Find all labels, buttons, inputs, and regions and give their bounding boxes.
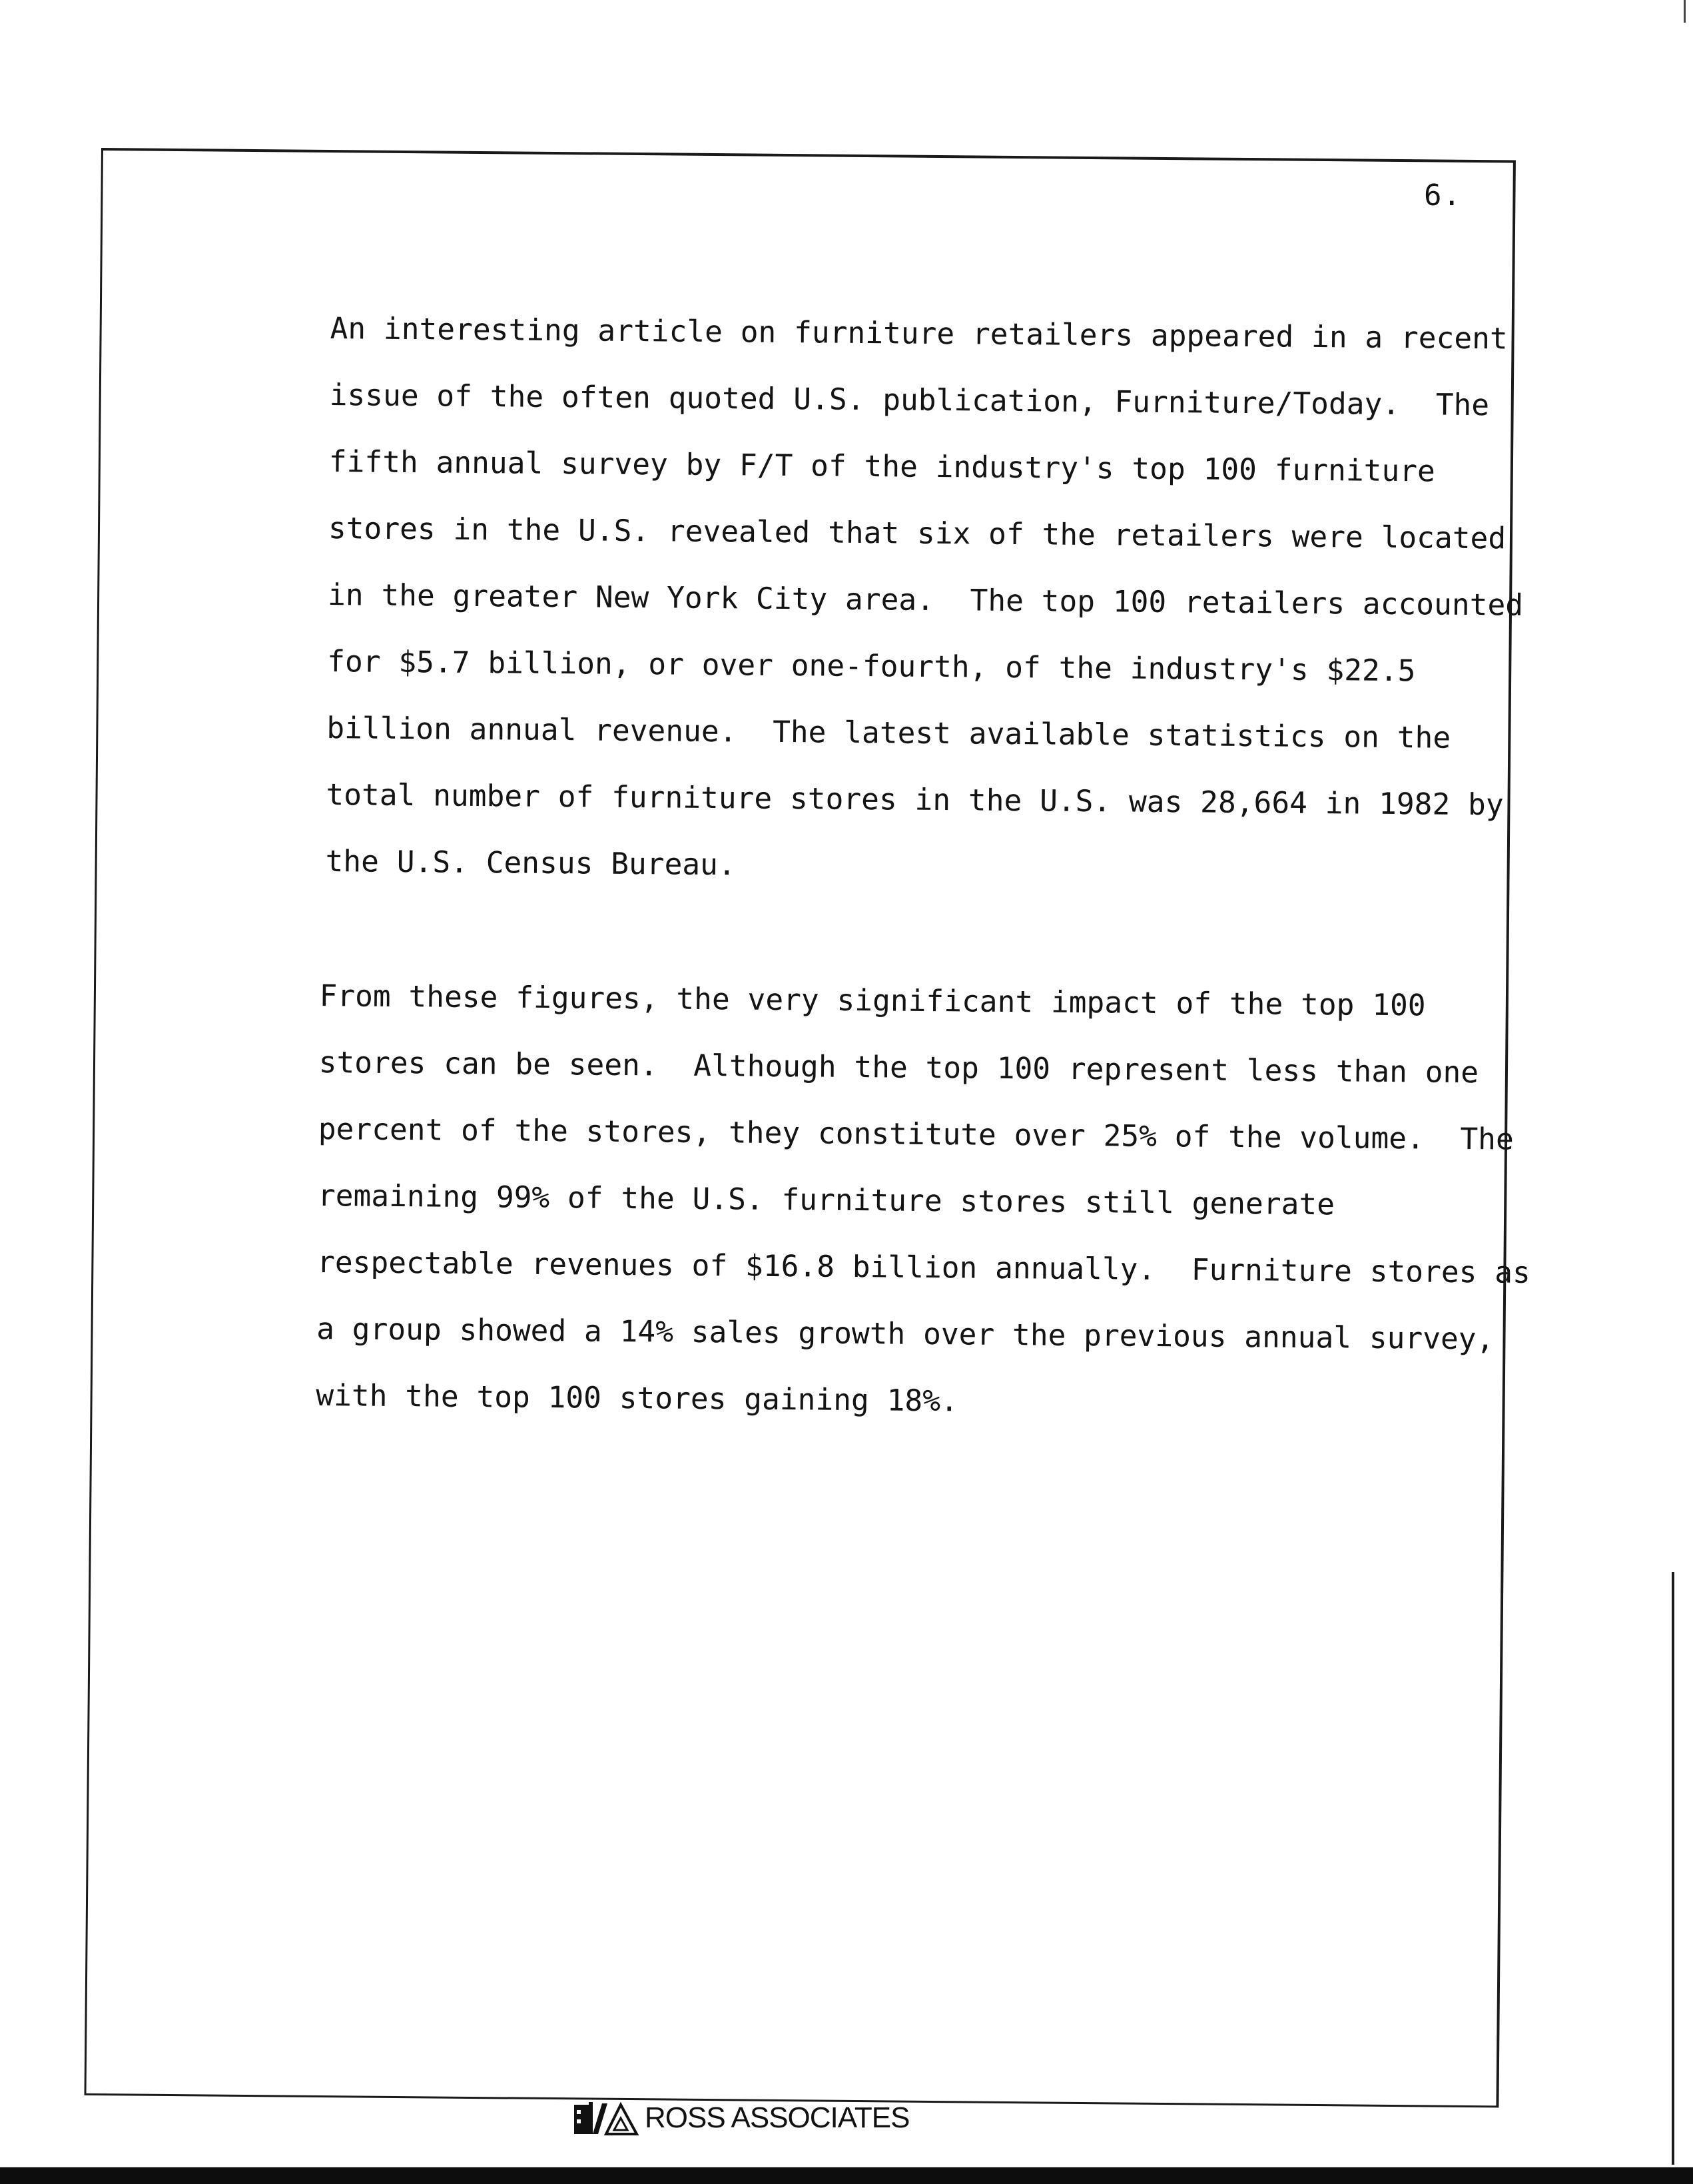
- text-line: billion annual revenue. The latest available statistics on the: [326, 711, 1451, 755]
- text-line: in the greater New York City area. The top 100 retailers accounted: [327, 577, 1524, 623]
- ross-associates-logo-icon: [573, 2101, 639, 2135]
- text-line: stores can be seen. Although the top 100 represent less than one: [318, 1045, 1479, 1090]
- text-line: issue of the often quoted U.S. publication, Furniture/Today. The: [329, 378, 1490, 423]
- text-line: stores in the U.S. revealed that six of the retailers were located: [328, 511, 1507, 556]
- text-line: An interesting article on furniture retailers appeared in a recent: [330, 311, 1508, 356]
- text-line: respectable revenues of $16.8 billion annually. Furniture stores as: [316, 1245, 1531, 1290]
- text-line: with the top 100 stores gaining 18%.: [316, 1378, 959, 1419]
- scan-bottom-edge: [0, 2167, 1693, 2184]
- text-line: a group showed a 14% sales growth over the previous annual survey,: [316, 1311, 1495, 1357]
- text-line: the U.S. Census Bureau.: [325, 844, 736, 883]
- text-line: remaining 99% of the U.S. furniture stores still generate: [317, 1178, 1335, 1222]
- text-line: From these figures, the very significant impact of the top 100: [319, 978, 1426, 1023]
- company-name: ROSS ASSOCIATES: [645, 2101, 910, 2134]
- text-line: fifth annual survey by F/T of the industry's top 100 furniture: [328, 444, 1436, 489]
- text-line: for $5.7 billion, or over one-fourth, of the industry's $22.5: [326, 644, 1416, 689]
- text-line: total number of furniture stores in the U.S. was 28,664 in 1982 by: [326, 777, 1504, 823]
- text-line: percent of the stores, they constitute over 25% of the volume. The: [318, 1112, 1514, 1157]
- paragraph-furniture-article: [325, 296, 1526, 906]
- scan-edge-mark: [1672, 1572, 1674, 2165]
- paragraph-top-100-impact: [316, 963, 1533, 1440]
- scan-edge-mark: [1684, 0, 1686, 23]
- footer-logo: [573, 2099, 909, 2137]
- page-number: 6.: [1424, 179, 1462, 212]
